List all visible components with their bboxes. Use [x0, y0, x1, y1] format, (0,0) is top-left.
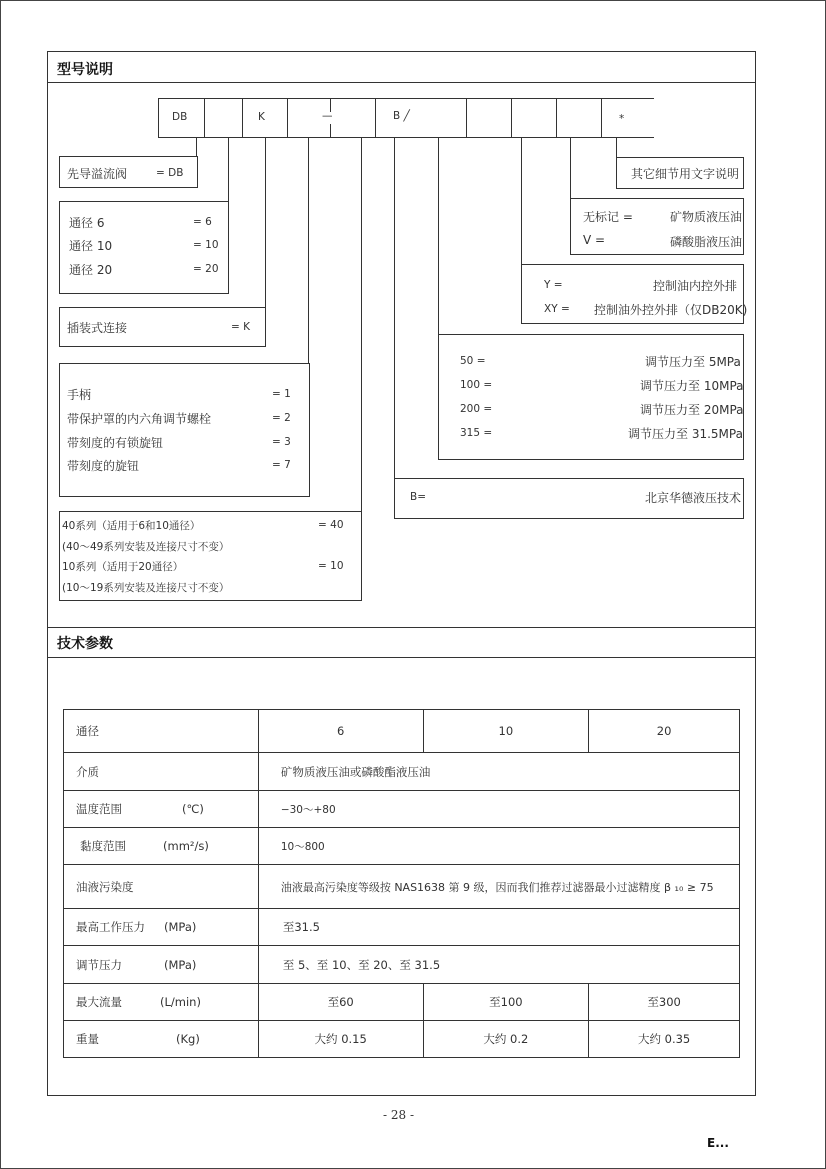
- pressure-desc: 调节压力至 31.5MPa: [628, 427, 743, 441]
- connection-value: = K: [231, 321, 251, 333]
- flow-unit: (L/min): [160, 995, 201, 1009]
- maxp-unit: (MPa): [164, 920, 197, 934]
- table-row: [64, 909, 740, 946]
- temp-unit: (℃): [182, 802, 204, 816]
- flow-10: 至100: [423, 984, 589, 1021]
- contam-value: 油液最高污染度等级按 NAS1638 第 9 级，因而我们推荐过滤器最小过滤精度 β ₁₀ ≥ 75: [258, 865, 739, 909]
- adjp-row-label: [64, 946, 259, 984]
- fluid-desc: 矿物质液压油: [670, 210, 743, 224]
- maxp-value: 至31.5: [258, 909, 739, 946]
- section-title-model: 型号说明: [57, 62, 113, 78]
- weight-10: 大约 0.2: [423, 1021, 589, 1058]
- pressure-code: 315 =: [460, 427, 493, 439]
- weight-6: 大约 0.15: [258, 1021, 423, 1058]
- size-label: 通径 20: [69, 263, 113, 277]
- adjust-value: = 1: [272, 388, 291, 400]
- drain-desc: 控制油外控外排（仅DB20K): [594, 303, 748, 317]
- visc-row-label: [64, 828, 259, 865]
- series-value: = 40: [318, 519, 344, 531]
- flow-20: 至300: [589, 984, 740, 1021]
- size-value: = 10: [193, 239, 219, 251]
- series-note: (40～49系列安装及连接尺寸不变）: [62, 541, 230, 553]
- table-row: [64, 1021, 740, 1058]
- table-row: [64, 753, 740, 791]
- divider: [47, 627, 756, 628]
- valve-type-label: 先导溢流阀: [67, 167, 128, 181]
- pressure-code: 50 =: [460, 355, 486, 367]
- adjust-value: = 3: [272, 436, 291, 448]
- table-row: [64, 865, 740, 909]
- code-cell-b: B ╱: [393, 110, 410, 122]
- code-cell-db: DB: [172, 111, 188, 123]
- footer-mark: E...: [707, 1136, 729, 1150]
- adjp-value: 至 5、至 10、至 20、至 31.5: [258, 946, 739, 984]
- brand-code: B=: [410, 491, 427, 503]
- size-value: = 6: [193, 216, 212, 228]
- drain-code: XY =: [544, 303, 570, 315]
- drain-code: Y =: [544, 279, 563, 291]
- series-note: (10～19系列安装及连接尺寸不变）: [62, 582, 230, 594]
- weight-20: 大约 0.35: [589, 1021, 740, 1058]
- spec-table: [63, 709, 740, 1058]
- connection-label: 插装式连接: [67, 321, 128, 335]
- other-details-label: 其它细节用文字说明: [631, 167, 740, 181]
- temp-value: −30～+80: [258, 791, 739, 828]
- flow-row-label: [64, 984, 259, 1021]
- adjust-label: 带保护罩的内六角调节螺栓: [67, 412, 212, 426]
- divider: [47, 82, 756, 83]
- medium-row-label: 介质: [64, 753, 259, 791]
- size-row-label: 通径: [64, 710, 259, 753]
- size-label: 通径 6: [69, 216, 105, 230]
- series-label: 10系列（适用于20通径）: [62, 561, 184, 573]
- code-cell-k: K: [258, 111, 265, 123]
- valve-type-value: = DB: [156, 167, 184, 179]
- table-row: [64, 710, 740, 753]
- contam-row-label: 油液污染度: [64, 865, 259, 909]
- size-20: 20: [589, 710, 740, 753]
- adjust-label: 带刻度的旋钮: [67, 459, 140, 473]
- adjp-label: 调节压力: [76, 957, 122, 972]
- maxp-row-label: [64, 909, 259, 946]
- weight-row-label: [64, 1021, 259, 1058]
- temp-label: 温度范围: [76, 802, 122, 816]
- divider: [47, 657, 756, 658]
- adjust-box: [59, 363, 310, 497]
- section-title-tech: 技术参数: [57, 636, 113, 652]
- table-row: [64, 791, 740, 828]
- series-value: = 10: [318, 560, 344, 572]
- adjp-unit: (MPa): [164, 957, 197, 972]
- size-label: 通径 10: [69, 239, 113, 253]
- pressure-code: 200 =: [460, 403, 493, 415]
- flow-6: 至60: [258, 984, 423, 1021]
- brand-desc: 北京华德液压技术: [645, 491, 742, 505]
- adjust-value: = 2: [272, 412, 291, 424]
- code-cell-star: *: [619, 113, 625, 125]
- temp-row-label: [64, 791, 259, 828]
- adjust-label: 手柄: [67, 388, 92, 402]
- fluid-code: 无标记 =: [583, 210, 633, 224]
- fluid-desc: 磷酸脂液压油: [670, 235, 743, 249]
- page-number: - 28 -: [383, 1108, 415, 1122]
- size-value: = 20: [193, 263, 219, 275]
- code-cell-dash: —: [322, 110, 333, 122]
- table-row: [64, 946, 740, 984]
- visc-label: 黏度范围: [80, 839, 126, 853]
- pressure-desc: 调节压力至 5MPa: [645, 355, 741, 369]
- weight-unit: (Kg): [176, 1032, 200, 1046]
- adjust-value: = 7: [272, 459, 291, 471]
- visc-unit: (mm²/s): [163, 839, 209, 853]
- flow-label: 最大流量: [76, 995, 122, 1009]
- drain-desc: 控制油内控外排: [653, 279, 738, 293]
- visc-value: 10～800: [258, 828, 739, 865]
- weight-label: 重量: [76, 1032, 99, 1046]
- medium-value: 矿物质液压油或磷酸酯液压油: [258, 753, 739, 791]
- size-10: 10: [423, 710, 589, 753]
- table-row: [64, 984, 740, 1021]
- maxp-label: 最高工作压力: [76, 920, 145, 934]
- series-label: 40系列（适用于6和10通径）: [62, 520, 201, 532]
- pressure-desc: 调节压力至 20MPa: [640, 403, 744, 417]
- size-6: 6: [258, 710, 423, 753]
- adjust-label: 带刻度的有锁旋钮: [67, 436, 164, 450]
- pressure-desc: 调节压力至 10MPa: [640, 379, 744, 393]
- pressure-code: 100 =: [460, 379, 493, 391]
- fluid-code: V =: [583, 233, 606, 247]
- table-row: [64, 828, 740, 865]
